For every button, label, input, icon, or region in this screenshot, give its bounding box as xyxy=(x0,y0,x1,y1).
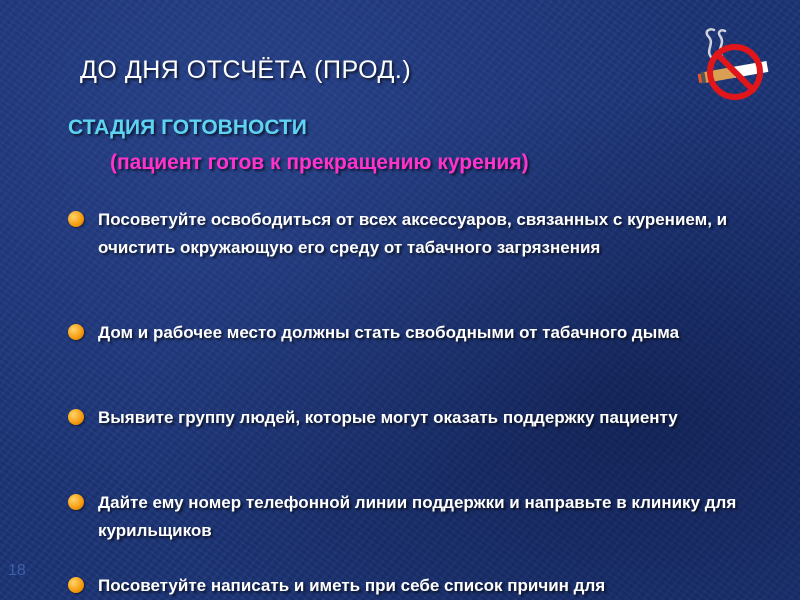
bullet-text: Посоветуйте написать и иметь при себе список причин для xyxy=(98,576,606,595)
stage-subtitle: (пациент готов к прекращению курения) xyxy=(110,151,529,174)
bullet-text: Дайте ему номер телефонной линии поддержки и направьте в клинику для курильщиков xyxy=(98,493,737,540)
bullet-dot-icon xyxy=(68,409,84,425)
bullet-text: Посоветуйте освободиться от всех аксессуаров, связанных с курением, и очистить окружающую его среду от табачного загрязнения xyxy=(98,210,728,257)
bullet-dot-icon xyxy=(68,211,84,227)
slide-title: ДО ДНЯ ОТСЧЁТА (ПРОД.) xyxy=(80,56,412,84)
bullet-dot-icon xyxy=(68,494,84,510)
bullet-text: Дом и рабочее место должны стать свободными от табачного дыма xyxy=(98,323,680,342)
page-number: 18 xyxy=(8,562,26,579)
stage-title: СТАДИЯ ГОТОВНОСТИ xyxy=(68,116,307,139)
bullet-dot-icon xyxy=(68,577,84,593)
bullet-dot-icon xyxy=(68,324,84,340)
bullet-text: Выявите группу людей, которые могут оказать поддержку пациенту xyxy=(98,408,678,427)
no-smoking-icon xyxy=(690,28,776,108)
